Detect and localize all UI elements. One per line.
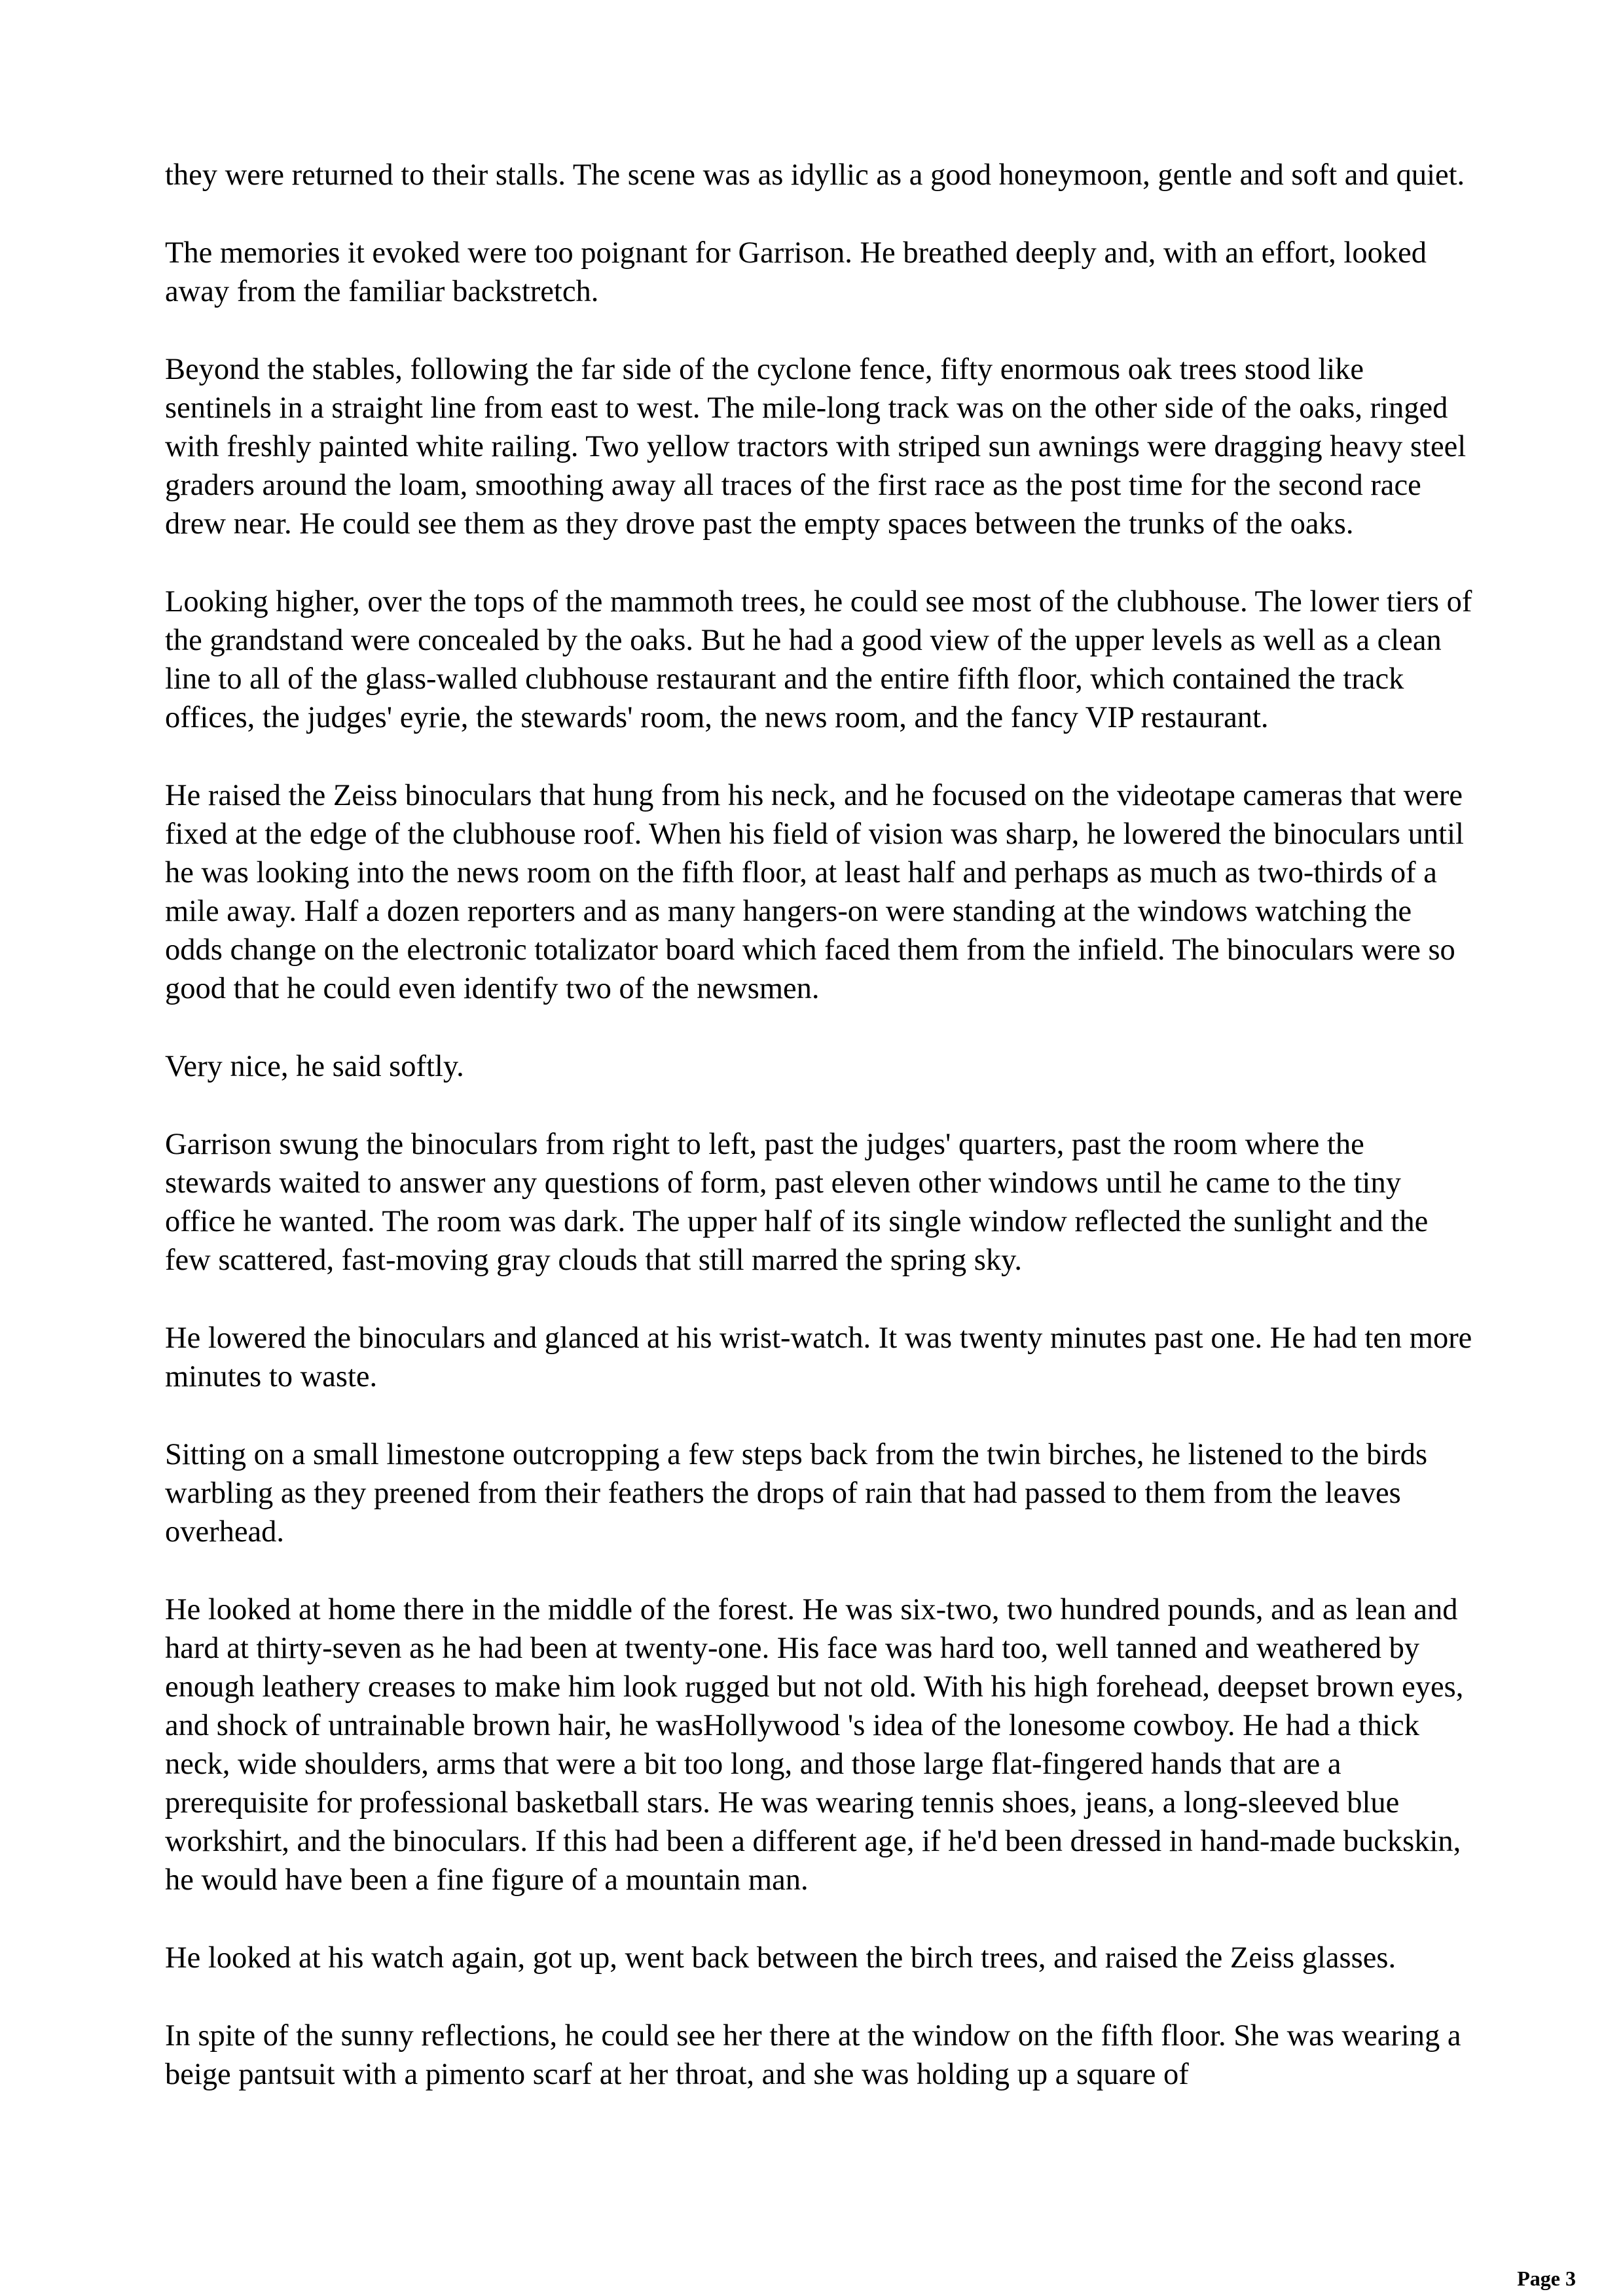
- paragraph-8: He lowered the binoculars and glanced at his wrist-watch. It was twenty minutes past one. He had ten more minutes to waste.: [165, 1321, 1472, 1393]
- body-text: [165, 156, 1474, 2133]
- paragraph-5: He raised the Zeiss binoculars that hung from his neck, and he focused on the videotape cameras that were fixed at the edge of the clubhouse roof. When his field of vision was sharp, he lowered the binoculars until he was looking into the news room on the fifth floor, at least half and perhaps as much as two-thirds of a mile away. Half a dozen reporters and as many hangers-on were standing at the windows watching the odds change on the electronic totalizator board which faced them from the infield. The binoculars were so good that he could even identify two of the newsmen.: [165, 779, 1464, 1005]
- paragraph-7: Garrison swung the binoculars from right to left, past the judges' quarters, past the room where the stewards waited to answer any questions of form, past eleven other windows until he came to the tiny office he wanted. The room was dark. The upper half of its single window reflected the sunlight and the few scattered, fast-moving gray clouds that still marred the spring sky.: [165, 1128, 1429, 1277]
- paragraph-10: He looked at home there in the middle of the forest. He was six-two, two hundred pounds, and as lean and hard at thirty-seven as he had been at twenty-one. His face was hard too, well tanned and weathered by enough leathery creases to make him look rugged but not old. With his high forehead, deepset brown eyes, and shock of untrainable brown hair, he wasHollywood 's idea of the lonesome cowboy. He had a thick neck, wide shoulders, arms that were a bit too long, and those large flat-fingered hands that are a prerequisite for professional basketball stars. He was wearing tennis shoes, jeans, a long-sleeved blue workshirt, and the binoculars. If this had been a different age, if he'd been dressed in hand-made buckskin, he would have been a fine figure of a mountain man.: [165, 1593, 1464, 1897]
- paragraph-9: Sitting on a small limestone outcropping a few steps back from the twin birches, he listened to the birds warbling as they preened from their feathers the drops of rain that had passed to them from the leaves overhead.: [165, 1438, 1428, 1549]
- page-number: Page 3: [1517, 2267, 1576, 2290]
- paragraph-11: He looked at his watch again, got up, went back between the birch trees, and raised the Zeiss glasses.: [165, 1941, 1396, 1975]
- paragraph-6: Very nice, he said softly.: [165, 1050, 464, 1083]
- paragraph-12: In spite of the sunny reflections, he could see her there at the window on the fifth floor. She was wearing a beige pantsuit with a pimento scarf at her throat, and she was holding up a square of: [165, 2019, 1461, 2091]
- paragraph-2: The memories it evoked were too poignant for Garrison. He breathed deeply and, with an effort, looked away from the familiar backstretch.: [165, 236, 1427, 308]
- paragraph-3: Beyond the stables, following the far side of the cyclone fence, fifty enormous oak trees stood like sentinels in a straight line from east to west. The mile-long track was on the other side of the oaks, ringed with freshly painted white railing. Two yellow tractors with striped sun awnings were dragging heavy steel graders around the loam, smoothing away all traces of the first race as the post time for the second race drew near. He could see them as they drove past the empty spaces between the trunks of the oaks.: [165, 353, 1467, 541]
- paragraph-4: Looking higher, over the tops of the mammoth trees, he could see most of the clubhouse. The lower tiers of the grandstand were concealed by the oaks. But he had a good view of the upper levels as well as a clean line to all of the glass-walled clubhouse restaurant and the entire fifth floor, which contained the track offices, the judges' eyrie, the stewards' room, the news room, and the fancy VIP restaurant.: [165, 585, 1472, 734]
- paragraph-1: they were returned to their stalls. The scene was as idyllic as a good honeymoon, gentle and soft and quiet.: [165, 158, 1465, 192]
